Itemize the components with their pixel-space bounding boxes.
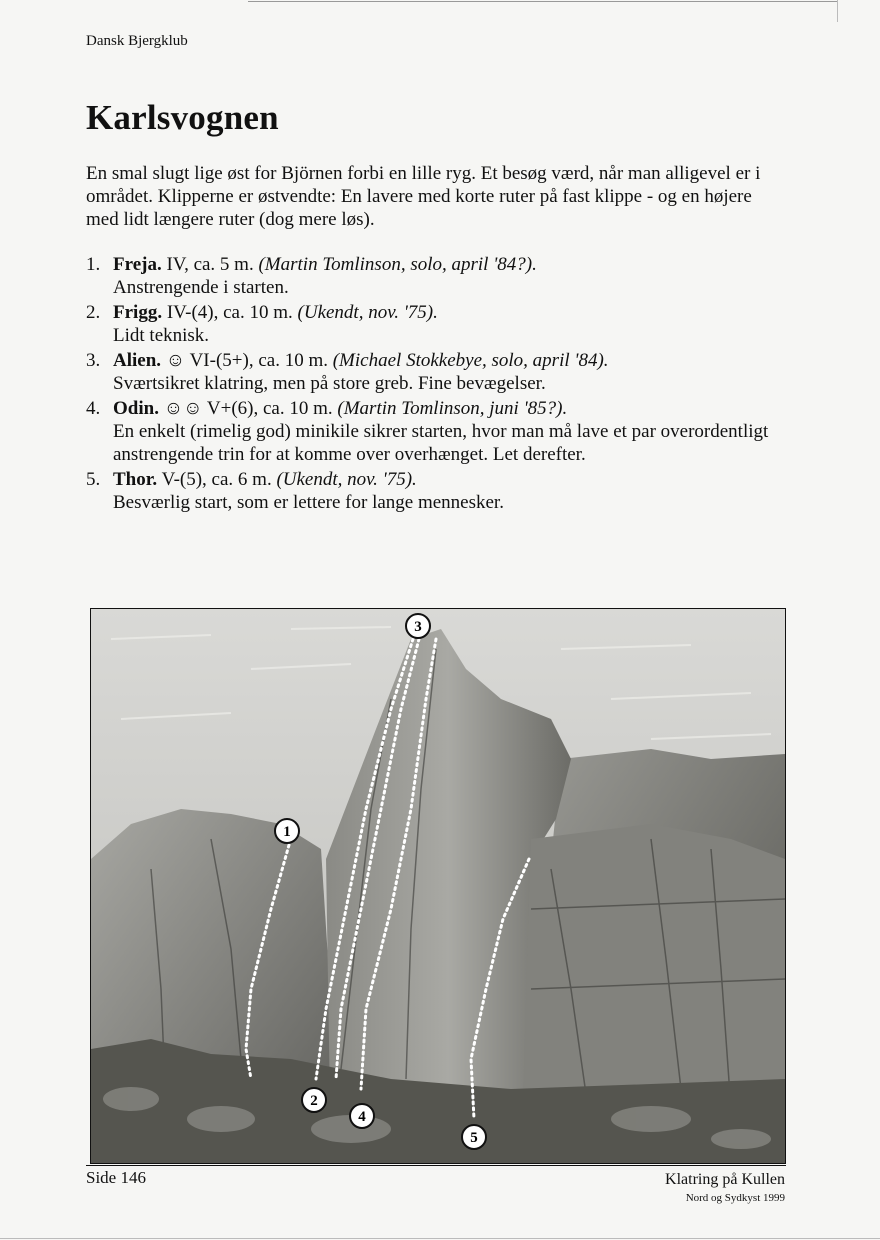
route-grade: V-(5), ca. 6 m.	[157, 469, 277, 490]
corner-rule	[837, 0, 838, 22]
route-item-2	[86, 301, 786, 347]
route-marker-2	[302, 1088, 326, 1112]
route-marker-5	[462, 1125, 486, 1149]
book-name: Klatring på Kullen	[665, 1171, 785, 1188]
route-item-3	[86, 349, 786, 395]
route-item-1	[86, 253, 786, 299]
top-rule	[248, 1, 838, 2]
route-grade: ☺☺ V+(6), ca. 10 m.	[158, 398, 338, 419]
route-number: 1.	[86, 254, 101, 275]
route-name: Frigg.	[113, 302, 163, 323]
route-number: 4.	[86, 398, 101, 419]
route-marker-1	[275, 819, 299, 843]
book-subtitle: Nord og Sydkyst 1999	[685, 1192, 785, 1204]
svg-text:4: 4	[358, 1109, 366, 1125]
book-title	[665, 1171, 785, 1207]
route-item-5	[86, 468, 786, 514]
route-number: 3.	[86, 350, 101, 371]
page-number: Side 146	[86, 1168, 146, 1187]
svg-text:2: 2	[310, 1093, 318, 1109]
footer-rule	[86, 1165, 786, 1166]
route-marker-4	[350, 1104, 374, 1128]
route-grade: IV-(4), ca. 10 m.	[162, 302, 298, 323]
svg-text:1: 1	[283, 824, 291, 840]
route-number: 2.	[86, 302, 101, 323]
route-first-ascent: (Martin Tomlinson, solo, april '84?).	[258, 254, 537, 275]
route-name: Odin.	[113, 398, 159, 419]
route-item-4	[86, 397, 786, 466]
route-grade: IV, ca. 5 m.	[161, 254, 259, 275]
svg-text:5: 5	[470, 1130, 478, 1146]
route-description: Anstrengende i starten.	[113, 277, 289, 298]
route-first-ascent: (Ukendt, nov. '75).	[297, 302, 438, 323]
crag-photo-drawing	[91, 609, 785, 1163]
bottom-rule	[0, 1238, 880, 1239]
route-first-ascent: (Ukendt, nov. '75).	[276, 469, 417, 490]
route-description: Besværlig start, som er lettere for lange mennesker.	[113, 492, 504, 513]
route-name: Thor.	[113, 469, 158, 490]
route-list	[86, 253, 786, 516]
route-description: Sværtsikret klatring, men på store greb. Fine bevægelser.	[113, 373, 546, 394]
route-first-ascent: (Michael Stokkebye, solo, april '84).	[332, 350, 609, 371]
route-first-ascent: (Martin Tomlinson, juni '85?).	[337, 398, 568, 419]
page-title: Karlsvognen	[86, 98, 279, 137]
intro-paragraph: En smal slugt lige øst for Björnen forbi en lille ryg. Et besøg værd, når man alligevel er i området. Klipperne er østvendte: En lavere med korte ruter på fast klippe - og en højere med lidt længere ruter (dog mere løs).	[86, 163, 761, 230]
route-description: Lidt teknisk.	[113, 325, 210, 346]
route-grade: ☺ VI-(5+), ca. 10 m.	[161, 350, 333, 371]
svg-text:3: 3	[414, 619, 422, 635]
route-name: Alien.	[113, 350, 162, 371]
page-header: Dansk Bjergklub	[86, 33, 188, 49]
route-number: 5.	[86, 469, 101, 490]
route-marker-3	[406, 614, 430, 638]
route-description: En enkelt (rimelig god) minikile sikrer starten, hvor man må lave et par overordentligt anstrengende trin for at komme over overhænget. Let derefter.	[113, 421, 769, 465]
route-name: Freja.	[113, 254, 162, 275]
crag-photo	[90, 608, 786, 1164]
